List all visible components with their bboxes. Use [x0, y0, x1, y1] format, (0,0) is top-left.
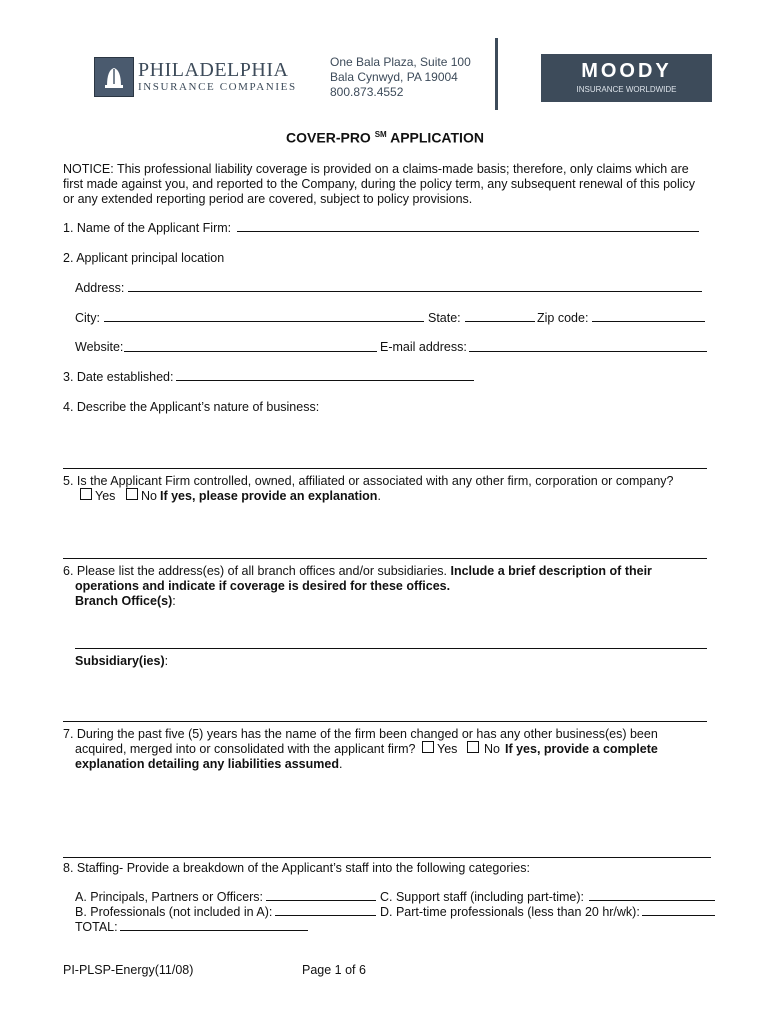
philadelphia-name: PHILADELPHIA [138, 59, 289, 81]
q7-bold-2: explanation detailing any liabilities assumed [75, 757, 339, 771]
philadelphia-logo [94, 57, 297, 99]
moody-name: MOODY [581, 60, 672, 82]
q4-answer-line[interactable] [63, 468, 707, 469]
q5-no-label: No [141, 489, 157, 503]
branch-office-answer-line[interactable] [75, 648, 707, 649]
zip-label: Zip code: [537, 311, 589, 325]
q5-explain-text: If yes, please provide an explanation [160, 489, 378, 503]
q5-label: 5. Is the Applicant Firm controlled, owned, affiliated or associated with any other firm, corporation or company? [63, 474, 674, 488]
notice-line: first made against you, and reported to the Company, during the policy term, any subsequent renewal of this policy [63, 177, 696, 191]
q7-no-label: No [484, 742, 500, 756]
header-divider [495, 38, 498, 110]
notice-line: or any extended reporting period are covered, subject to policy provisions. [63, 192, 473, 206]
q3-label: 3. Date established: [63, 370, 174, 384]
q5-no-checkbox[interactable] [126, 488, 138, 500]
q1-label: 1. Name of the Applicant Firm: [63, 221, 232, 235]
firm-name-field[interactable] [237, 231, 699, 232]
staff-a-label: A. Principals, Partners or Officers: [75, 890, 264, 904]
q6-label [63, 564, 652, 579]
q5-yes-checkbox[interactable] [80, 488, 92, 500]
q8-label: 8. Staffing- Provide a breakdown of the Applicant’s staff into the following categories: [63, 861, 530, 875]
q4-label: 4. Describe the Applicant’s nature of business: [63, 400, 320, 414]
philadelphia-subtitle: INSURANCE COMPANIES [138, 81, 297, 93]
address-line: Bala Cynwyd, PA 19004 [330, 70, 458, 84]
zip-field[interactable] [592, 321, 705, 322]
staff-c-field[interactable] [589, 900, 715, 901]
phone-number: 800.873.4552 [330, 85, 404, 99]
website-field[interactable] [124, 351, 377, 352]
address-label: Address: [75, 281, 125, 295]
branch-office-text: Branch Office(s) [75, 594, 173, 608]
staff-total-field[interactable] [120, 930, 308, 931]
q7-bold-1: If yes, provide a complete [505, 742, 658, 756]
state-field[interactable] [465, 321, 535, 322]
staff-a-field[interactable] [266, 900, 376, 901]
moody-subtitle: INSURANCE WORLDWIDE [576, 85, 677, 94]
q7-yes-checkbox[interactable] [422, 741, 434, 753]
date-established-field[interactable] [176, 380, 474, 381]
notice-line: NOTICE: This professional liability coverage is provided on a claims-made basis; therefore, only claims which are [63, 162, 689, 176]
form-number: PI-PLSP-Energy(11/08) [63, 963, 194, 977]
q6-text: 6. Please list the address(es) of all branch offices and/or subsidiaries. [63, 564, 447, 578]
title-superscript: SM [374, 130, 387, 139]
q6-bold-1: Include a brief description of their [450, 564, 652, 578]
moody-logo [541, 54, 712, 102]
q7-answer-line[interactable] [63, 857, 711, 858]
staff-c-label: C. Support staff (including part-time): [380, 890, 585, 904]
subsidiary-answer-line[interactable] [63, 721, 707, 722]
staff-b-field[interactable] [275, 915, 376, 916]
q5-answer-line[interactable] [63, 558, 707, 559]
q5-yes-label: Yes [95, 489, 116, 503]
branch-office-label: Branch Office(s): [75, 594, 176, 608]
address-field[interactable] [128, 291, 702, 292]
state-label: State: [428, 311, 461, 325]
subsidiary-text: Subsidiary(ies) [75, 654, 165, 668]
staff-b-label: B. Professionals (not included in A): [75, 905, 273, 919]
page-title [0, 127, 770, 146]
title-main: COVER-PRO [286, 129, 371, 146]
staff-d-field[interactable] [642, 915, 715, 916]
q7-bold-2-wrap: explanation detailing any liabilities assumed. [75, 757, 343, 771]
email-field[interactable] [469, 351, 707, 352]
subsidiary-label: Subsidiary(ies): [75, 654, 169, 668]
city-field[interactable] [104, 321, 424, 322]
q2-label: 2. Applicant principal location [63, 251, 225, 265]
page-number: Page 1 of 6 [302, 963, 366, 977]
bell-icon [94, 57, 134, 97]
staff-d-label: D. Part-time professionals (less than 20 hr/wk): [380, 905, 640, 919]
q6-bold-2: operations and indicate if coverage is desired for these offices. [75, 579, 451, 593]
email-label: E-mail address: [380, 340, 467, 354]
q7-line-1: 7. During the past five (5) years has the name of the firm been changed or has any other business(es) been [63, 727, 658, 741]
q7-yes-label: Yes [437, 742, 458, 756]
city-label: City: [75, 311, 100, 325]
q7-line-2: acquired, merged into or consolidated with the applicant firm? [75, 742, 416, 756]
title-tail: APPLICATION [390, 129, 484, 146]
company-address [330, 55, 471, 100]
staff-total-label: TOTAL: [75, 920, 118, 934]
website-label: Website: [75, 340, 124, 354]
address-line: One Bala Plaza, Suite 100 [330, 55, 471, 69]
q5-explain-label: If yes, please provide an explanation. [160, 489, 381, 503]
q7-no-checkbox[interactable] [467, 741, 479, 753]
